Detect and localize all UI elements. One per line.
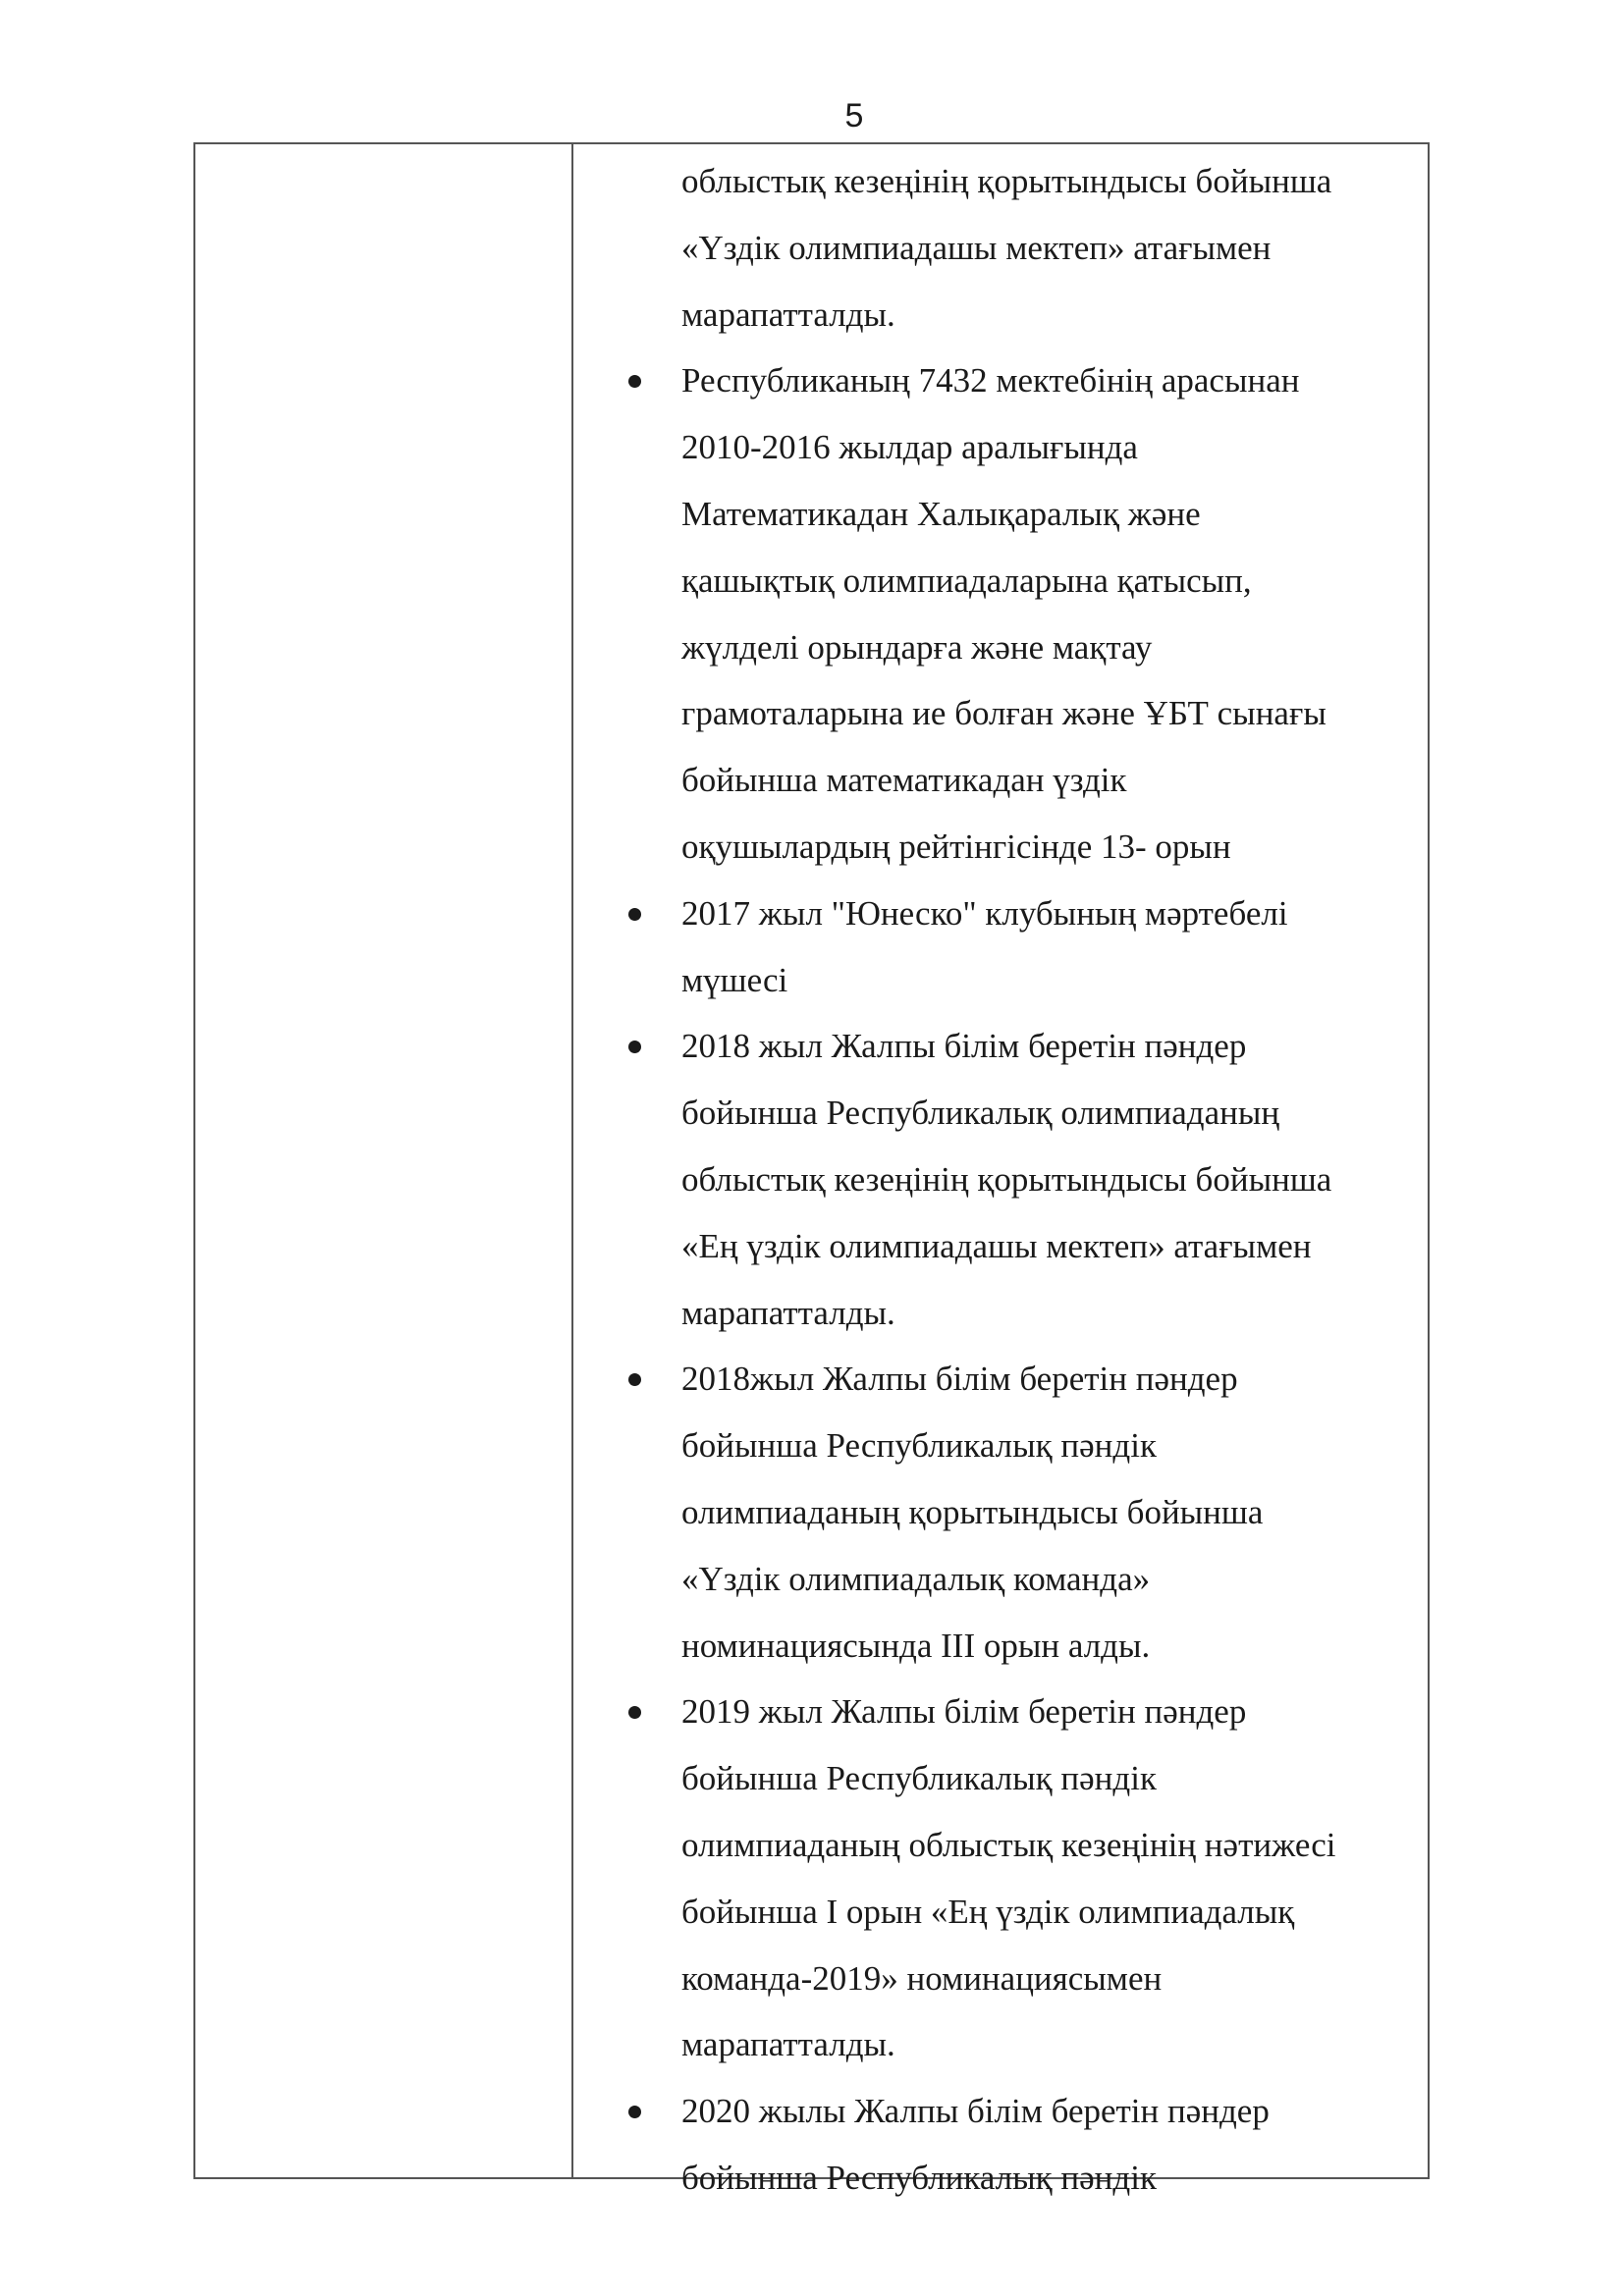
- achievement-item: [681, 1013, 1428, 1346]
- table-right-cell: [573, 144, 1428, 2197]
- text-line: облыстық кезеңінің қорытындысы бойынша: [681, 1159, 1332, 1199]
- text-line: жүлделі орындарға және мақтау: [681, 627, 1153, 667]
- text-line: 2010-2016 жылдар аралығында: [681, 428, 1138, 467]
- text-line: «Үздік олимпиадашы мектеп» атағымен: [681, 228, 1272, 267]
- text-line: 2018 жыл Жалпы білім беретін пәндер: [681, 1027, 1247, 1066]
- page-number: 5: [844, 97, 864, 134]
- text-line: облыстық кезеңінің қорытындысы бойынша: [681, 162, 1332, 200]
- bullet-icon: [628, 1706, 641, 1719]
- text-line: команда-2019» номинациясымен: [681, 1958, 1163, 1998]
- text-line: қашықтық олимпиадаларына қатысып,: [681, 561, 1252, 600]
- text-line: 2018жыл Жалпы білім беретін пәндер: [681, 1360, 1238, 1399]
- achievement-item: [681, 1679, 1428, 2078]
- text-line: Республиканың 7432 мектебінің арасынан: [681, 361, 1300, 400]
- text-line: бойынша Республикалық пәндік: [681, 1759, 1157, 1798]
- achievement-item: [681, 2078, 1428, 2212]
- text-line: марапатталды.: [681, 294, 895, 334]
- achievement-item: [681, 1346, 1428, 1679]
- bullet-icon: [628, 1373, 641, 1386]
- text-line: олимпиаданың облыстық кезеңінің нәтижесі: [681, 1825, 1336, 1864]
- text-line: марапатталды.: [681, 1293, 895, 1332]
- text-line: мүшесі: [681, 960, 788, 999]
- text-line: «Ең үздік олимпиадашы мектеп» атағымен: [681, 1226, 1312, 1265]
- continuation-text: [681, 148, 1428, 347]
- bullet-icon: [628, 2106, 641, 2118]
- text-line: оқушылардың рейтінгісінде 13- орын: [681, 827, 1231, 866]
- text-line: 2019 жыл Жалпы білім беретін пәндер: [681, 1692, 1247, 1732]
- text-line: бойынша математикадан үздік: [681, 761, 1127, 800]
- document-table: [193, 142, 1430, 2197]
- text-line: бойынша Республикалық пәндік: [681, 2158, 1157, 2197]
- text-line: номинациясында III орын алды.: [681, 1626, 1151, 1665]
- bullet-icon: [628, 375, 641, 388]
- text-line: олимпиаданың қорытындысы бойынша: [681, 1492, 1264, 1531]
- bullet-icon: [628, 1041, 641, 1053]
- table-left-cell: [195, 144, 573, 2177]
- text-line: «Үздік олимпиадалық команда»: [681, 1559, 1151, 1598]
- text-line: марапатталды.: [681, 2025, 895, 2064]
- bullet-icon: [628, 908, 641, 921]
- text-line: бойынша Республикалық пәндік: [681, 1426, 1157, 1466]
- text-line: 2017 жыл "Юнеско" клубының мәртебелі: [681, 893, 1288, 933]
- text-line: Математикадан Халықаралық және: [681, 494, 1201, 533]
- text-line: 2020 жылы Жалпы білім беретін пәндер: [681, 2092, 1270, 2131]
- text-line: бойынша Республикалық олимпиаданың: [681, 1094, 1280, 1133]
- achievement-item: [681, 347, 1428, 880]
- text-line: грамоталарына ие болған және ҰБТ сынағы: [681, 694, 1326, 733]
- achievement-item: [681, 881, 1428, 1014]
- text-line: бойынша І орын «Ең үздік олимпиадалық: [681, 1892, 1295, 1931]
